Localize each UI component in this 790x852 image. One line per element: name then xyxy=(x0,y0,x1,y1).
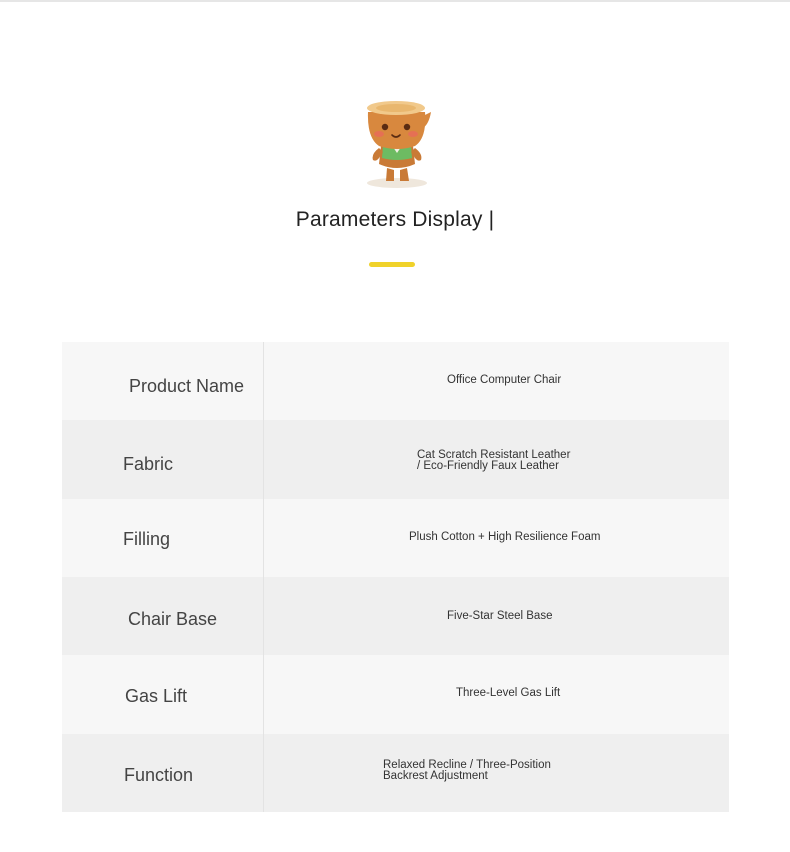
table-row xyxy=(62,342,729,420)
param-label: Chair Base xyxy=(128,609,218,629)
table-row xyxy=(62,577,729,655)
top-divider xyxy=(0,0,790,2)
table-row xyxy=(62,734,729,812)
param-label: Product Name xyxy=(129,376,245,396)
param-label: Fabric xyxy=(123,454,174,474)
parameters-table xyxy=(62,342,729,812)
param-label: Function xyxy=(124,765,194,785)
param-value: Office Computer Chair xyxy=(447,374,562,386)
param-value: Plush Cotton + High Resilience Foam xyxy=(409,531,601,543)
param-value: Relaxed Recline / Three-Position Backrest Adjustment xyxy=(383,759,551,782)
title-underline xyxy=(369,262,415,267)
param-value: Five-Star Steel Base xyxy=(447,610,553,622)
param-value: Three-Level Gas Lift xyxy=(456,687,561,699)
table-row xyxy=(62,420,729,499)
param-label: Gas Lift xyxy=(125,686,188,706)
table-row xyxy=(62,499,729,577)
table-row xyxy=(62,655,729,734)
tree-stump-mascot-icon xyxy=(357,98,437,190)
section-title: Parameters Display | xyxy=(295,208,495,231)
param-label: Filling xyxy=(123,529,171,549)
param-value: Cat Scratch Resistant Leather / Eco-Friendly Faux Leather xyxy=(417,449,571,472)
